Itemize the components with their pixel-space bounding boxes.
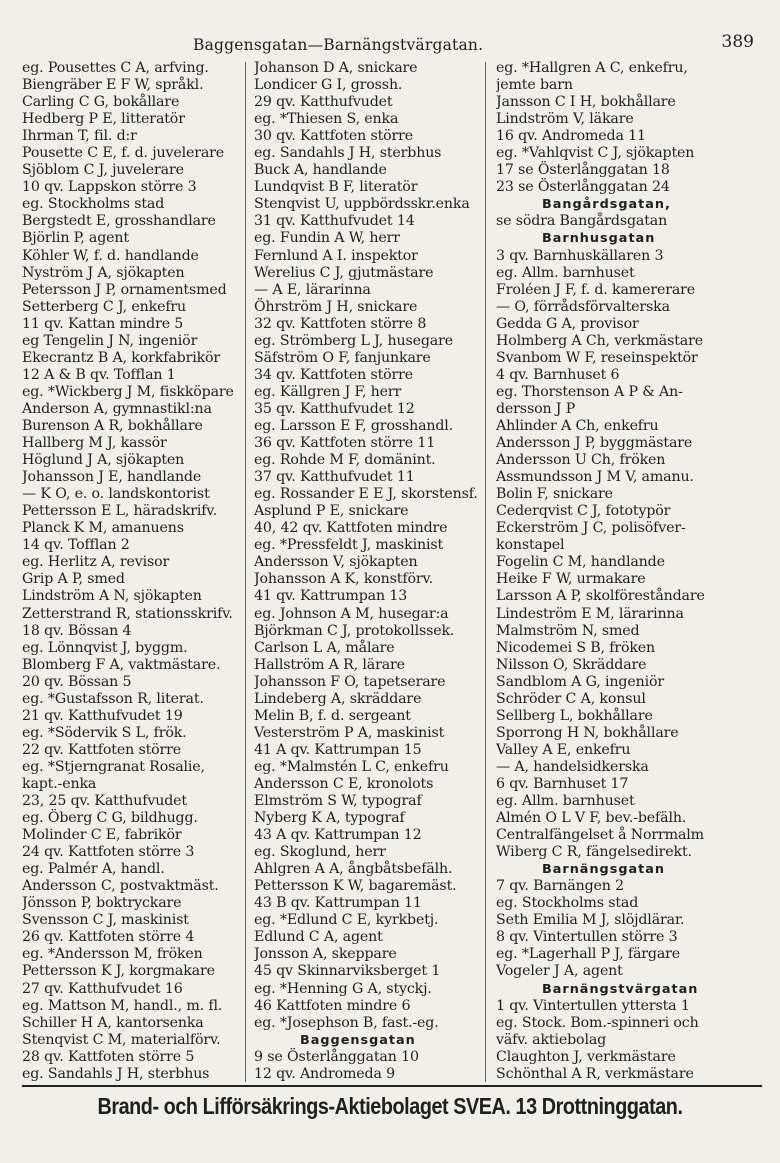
directory-entry: Björkman C J, protokollssek.	[254, 622, 455, 639]
directory-entry: eg. Thorstenson A P & An-	[496, 383, 683, 400]
directory-entry: Andersson C E, kronolots	[254, 775, 434, 792]
directory-entry: Biengräber E F W, språkl.	[22, 77, 204, 94]
directory-entry: 28 qv. Kattfoten större 5	[22, 1048, 195, 1065]
directory-entry: 46 Kattfoten mindre 6	[254, 997, 411, 1014]
directory-entry: väfv. aktiebolag	[496, 1031, 607, 1048]
street-heading: Barnhusgatan	[542, 231, 656, 247]
directory-entry: Jönsson P, boktryckare	[22, 895, 182, 912]
directory-entry: Fernlund A I. inspektor	[254, 247, 418, 264]
directory-entry: Larsson A P, skolföreståndare	[496, 588, 705, 605]
directory-entry: Pettersson K J, korgmakare	[22, 963, 215, 980]
page-number: 389	[721, 32, 754, 52]
directory-entry: 41 A qv. Kattrumpan 15	[254, 741, 422, 758]
directory-entry: 17 se Österlånggatan 18	[496, 162, 670, 179]
directory-entry: 4 qv. Barnhuset 6	[496, 366, 620, 383]
column-middle	[254, 60, 486, 1082]
street-heading: Baggensgatan	[300, 1032, 416, 1048]
directory-entry: Burenson A R, bokhållare	[22, 417, 203, 434]
directory-entry: eg. *Pressfeldt J, maskinist	[254, 537, 444, 554]
directory-entry: Setterberg C J, enkefru	[22, 298, 187, 315]
directory-entry: dersson J P	[496, 400, 576, 417]
directory-entry: 45 qv Skinnarviksberget 1	[254, 963, 441, 980]
directory-entry: eg. *Malmstén L C, enkefru	[254, 758, 449, 775]
directory-entry: Köhler W, f. d. handlande	[22, 247, 199, 264]
directory-entry: eg. Stockholms stad	[22, 196, 165, 213]
directory-entry: Pettersson E L, häradskrifv.	[22, 503, 217, 520]
directory-entry: Höglund J A, sjökapten	[22, 452, 185, 469]
directory-entry: Zetterstrand R, stationsskrifv.	[22, 605, 233, 622]
directory-entry: 6 qv. Barnhuset 17	[496, 775, 629, 792]
directory-entry: Schröder C A, konsul	[496, 690, 646, 707]
directory-entry: Lindström A N, sjökapten	[22, 588, 202, 605]
directory-entry: eg. *Lagerhall P J, färgare	[496, 946, 681, 963]
directory-entry: 41 qv. Kattrumpan 13	[254, 588, 408, 605]
directory-entry: eg. Pousettes C A, arfving.	[22, 60, 209, 76]
directory-entry: Nyström J A, sjökapten	[22, 264, 185, 281]
directory-entry: 32 qv. Kattfoten större 8	[254, 315, 427, 332]
directory-entry: eg. Skoglund, herr	[254, 844, 386, 861]
directory-entry: 7 qv. Barnängen 2	[496, 878, 624, 895]
directory-entry: Eckerström J C, polisöfver-	[496, 520, 686, 537]
column-right	[496, 60, 764, 1082]
directory-entry: Molinder C E, fabrikör	[22, 827, 182, 844]
directory-entry: 12 A & B qv. Tofflan 1	[22, 366, 176, 383]
directory-entry: 8 qv. Vintertullen större 3	[496, 929, 678, 946]
directory-entry: 43 B qv. Kattrumpan 11	[254, 895, 422, 912]
directory-entry: Öhrström J H, snickare	[254, 298, 418, 315]
directory-entry: 31 qv. Katthufvudet 14	[254, 213, 415, 230]
directory-entry: Lindström V, läkare	[496, 111, 634, 128]
directory-entry: 22 qv. Kattfoten större	[22, 741, 182, 758]
directory-entry: Svanbom W F, reseinspektör	[496, 349, 698, 366]
directory-entry: Claughton J, verkmästare	[496, 1048, 676, 1065]
directory-entry: 27 qv. Katthufvudet 16	[22, 980, 183, 997]
directory-entry: Johanson D A, snickare	[254, 60, 418, 76]
directory-entry: eg. Källgren J F, herr	[254, 383, 402, 400]
directory-entry: eg. *Thiesen S, enka	[254, 111, 399, 128]
directory-entry: 14 qv. Tofflan 2	[22, 537, 130, 554]
directory-entry: Bolin F, snickare	[496, 486, 613, 503]
directory-entry: 9 se Österlånggatan 10	[254, 1048, 419, 1065]
directory-entry: Jansson C I H, bokhållare	[496, 94, 676, 111]
directory-entry: 43 A qv. Kattrumpan 12	[254, 827, 422, 844]
directory-entry: 26 qv. Kattfoten större 4	[22, 929, 195, 946]
directory-entry: — O, förrådsförvalterska	[496, 298, 670, 315]
directory-entry: Fogelin C M, handlande	[496, 554, 665, 571]
directory-entry: 30 qv. Kattfoten större	[254, 128, 414, 145]
directory-entry: Sellberg L, bokhållare	[496, 707, 653, 724]
directory-entry: jemte barn	[496, 77, 573, 94]
directory-entry: Wiberg C R, fängelsedirekt.	[496, 844, 692, 861]
directory-entry: eg. Rohde M F, domänint.	[254, 452, 436, 469]
directory-entry: Johansson J E, handlande	[22, 469, 202, 486]
directory-entry: 12 qv. Andromeda 9	[254, 1065, 396, 1082]
directory-entry: eg Tengelin J N, ingeniör	[22, 332, 198, 349]
directory-entry: kapt.-enka	[22, 775, 97, 792]
directory-entry: Hallström A R, lärare	[254, 656, 405, 673]
directory-entry: 37 qv. Katthufvudet 11	[254, 469, 415, 486]
directory-entry: Froléen J F, f. d. kamererare	[496, 281, 696, 298]
directory-entry: Andersson C, postvaktmäst.	[22, 878, 219, 895]
directory-entry: Vesterström P A, maskinist	[254, 724, 445, 741]
directory-entry: Bergstedt E, grosshandlare	[22, 213, 216, 230]
directory-entry: eg. *Edlund C E, kyrkbetj.	[254, 912, 439, 929]
directory-entry: Hedberg P E, litteratör	[22, 111, 185, 128]
directory-entry: Holmberg A Ch, verkmästare	[496, 332, 703, 349]
directory-entry: 24 qv. Kattfoten större 3	[22, 844, 195, 861]
directory-entry: eg. *Henning G A, styckj.	[254, 980, 432, 997]
directory-entry: Hallberg M J, kassör	[22, 435, 167, 452]
directory-entry: eg. Larsson E F, grosshandl.	[254, 417, 454, 434]
directory-entry: Ekecrantz B A, korkfabrikör	[22, 349, 221, 366]
directory-entry: Andersson U Ch, fröken	[496, 452, 666, 469]
directory-entry: eg. Palmér A, handl.	[22, 861, 165, 878]
directory-entry: Pousette C E, f. d. juvelerare	[22, 145, 225, 162]
advertisement-footer: Brand- och Lifförsäkrings-Aktiebolaget SVEA. 13 Drottninggatan.	[97, 1093, 683, 1119]
directory-entry: Schönthal A R, verkmästare	[496, 1065, 694, 1082]
directory-entry: Säfström O F, fanjunkare	[254, 349, 431, 366]
directory-entry: Blomberg F A, vaktmästare.	[22, 656, 221, 673]
directory-entry: Nyberg K A, typograf	[254, 810, 405, 827]
directory-entry: Lundqvist B F, literatör	[254, 179, 418, 196]
directory-entry: Schiller H A, kantorsenka	[22, 1014, 204, 1031]
directory-entry: eg. Allm. barnhuset	[496, 793, 635, 810]
directory-entry: Carling C G, bokållare	[22, 94, 180, 111]
directory-entry: eg. *Wickberg J M, fiskköpare	[22, 383, 234, 400]
directory-entry: eg. Sandahls J H, sterbhus	[22, 1065, 210, 1082]
directory-entry: Stenqvist U, uppbördsskr.enka	[254, 196, 470, 213]
directory-entry: Valley A E, enkefru	[496, 741, 631, 758]
directory-entry: eg. Johnson A M, husegar:a	[254, 605, 449, 622]
directory-entry: Werelius C J, gjutmästare	[254, 264, 434, 281]
directory-entry: Petersson J P, ornamentsmed	[22, 281, 227, 298]
directory-entry: Malmström N, smed	[496, 622, 640, 639]
directory-entry: eg. Sandahls J H, sterbhus	[254, 145, 442, 162]
directory-entry: eg. Rossander E E J, skorstensf.	[254, 486, 478, 503]
directory-entry: Ahlinder A Ch, enkefru	[496, 417, 659, 434]
directory-entry: Ahlgren A A, ångbåtsbefälh.	[254, 861, 453, 878]
directory-entry: Sporrong H N, bokhållare	[496, 724, 679, 741]
directory-entry: 10 qv. Lappskon större 3	[22, 179, 197, 196]
directory-entry: Elmström S W, typograf	[254, 793, 422, 810]
directory-entry: 1 qv. Vintertullen yttersta 1	[496, 997, 690, 1014]
directory-entry: Gedda G A, provisor	[496, 315, 639, 332]
directory-entry: eg. Strömberg L J, husegare	[254, 332, 453, 349]
directory-entry: Lindeström E M, lärarinna	[496, 605, 684, 622]
directory-entry: Sjöblom C J, juvelerare	[22, 162, 184, 179]
directory-entry: Edlund C A, agent	[254, 929, 383, 946]
directory-entry: Ihrman T, fil. d:r	[22, 128, 137, 145]
directory-entry: eg. Herlitz A, revisor	[22, 554, 170, 571]
directory-entry: Sandblom A G, ingeniör	[496, 673, 664, 690]
directory-entry: — A, handelsidkerska	[496, 758, 649, 775]
directory-entry: eg. *Vahlqvist C J, sjökapten	[496, 145, 695, 162]
directory-entry: konstapel	[496, 537, 565, 554]
directory-entry: Stenqvist C M, materialförv.	[22, 1031, 221, 1048]
directory-entry: eg. *Södervik S L, frök.	[22, 724, 187, 741]
directory-entry: Almén O L V F, bev.-befälh.	[496, 810, 687, 827]
directory-entry: Nicodemei S B, fröken	[496, 639, 656, 656]
directory-entry: 16 qv. Andromeda 11	[496, 128, 646, 145]
directory-entry: 35 qv. Katthufvudet 12	[254, 400, 415, 417]
directory-entry: eg. Lönnqvist J, byggm.	[22, 639, 188, 656]
directory-entry: 20 qv. Bössan 5	[22, 673, 132, 690]
directory-entry: — A E, lärarinna	[254, 281, 371, 298]
directory-entry: eg. Stockholms stad	[496, 895, 639, 912]
directory-entry: Johansson A K, konstförv.	[254, 571, 434, 588]
directory-entry: 21 qv. Katthufvudet 19	[22, 707, 183, 724]
directory-entry: Londicer G I, grossh.	[254, 77, 403, 94]
street-heading: Bangårdsgatan,	[542, 197, 671, 213]
directory-entry: Andersson V, sjökapten	[254, 554, 418, 571]
directory-entry: Seth Emilia M J, slöjdlärar.	[496, 912, 685, 929]
directory-entry: Lindeberg A, skräddare	[254, 690, 422, 707]
directory-entry: 23, 25 qv. Katthufvudet	[22, 793, 187, 810]
directory-entry: Planck K M, amanuens	[22, 520, 184, 537]
directory-entry: Jonsson A, skeppare	[254, 946, 397, 963]
directory-entry: Svensson C J, maskinist	[22, 912, 189, 929]
directory-entry: eg. Stock. Bom.-spinneri och	[496, 1014, 699, 1031]
directory-entry: Heike F W, urmakare	[496, 571, 646, 588]
column-left	[22, 60, 242, 1082]
directory-entry: Buck A, handlande	[254, 162, 387, 179]
footer-rule	[22, 1085, 762, 1087]
directory-entry: eg. Mattson M, handl., m. fl.	[22, 997, 223, 1014]
directory-entry: Johansson F O, tapetserare	[254, 673, 446, 690]
directory-entry: — K O, e. o. landskontorist	[22, 486, 210, 503]
directory-entry: eg. Öberg C G, bildhugg.	[22, 810, 198, 827]
directory-entry: 3 qv. Barnhuskällaren 3	[496, 247, 664, 264]
directory-entry: 11 qv. Kattan mindre 5	[22, 315, 184, 332]
directory-entry: eg. *Josephson B, fast.-eg.	[254, 1014, 439, 1031]
directory-entry: Vogeler J A, agent	[496, 963, 623, 980]
directory-entry: Assmundsson J M V, amanu.	[496, 469, 694, 486]
directory-entry: 40, 42 qv. Kattfoten mindre	[254, 520, 448, 537]
directory-entry: Asplund P E, snickare	[254, 503, 409, 520]
street-heading: Barnängsgatan	[542, 862, 665, 878]
directory-entry: Grip A P, smed	[22, 571, 125, 588]
directory-entry: eg. Allm. barnhuset	[496, 264, 635, 281]
directory-entry: 23 se Österlånggatan 24	[496, 179, 670, 196]
directory-entry: Carlson L A, målare	[254, 639, 395, 656]
page-header	[0, 32, 780, 58]
directory-entry: eg. Fundin A W, herr	[254, 230, 400, 247]
running-title: Baggensgatan—Barnängstvärgatan.	[193, 36, 484, 54]
directory-entry: Cederqvist C J, fototypör	[496, 503, 671, 520]
directory-entry: Pettersson K W, bagaremäst.	[254, 878, 457, 895]
directory-entry: Andersson J P, byggmästare	[496, 435, 693, 452]
directory-entry: 29 qv. Katthufvudet	[254, 94, 393, 111]
directory-entry: eg. *Hallgren A C, enkefru,	[496, 60, 688, 76]
directory-entry: se södra Bangårdsgatan	[496, 213, 668, 230]
directory-entry: Centralfängelset å Norrmalm	[496, 827, 704, 844]
directory-entry: Anderson A, gymnastikl:na	[22, 400, 212, 417]
directory-entry: 36 qv. Kattfoten större 11	[254, 435, 436, 452]
directory-entry: eg. *Andersson M, fröken	[22, 946, 203, 963]
directory-entry: Nilsson O, Skräddare	[496, 656, 647, 673]
directory-entry: eg. *Stjerngranat Rosalie,	[22, 758, 205, 775]
directory-entry: eg. *Gustafsson R, literat.	[22, 690, 204, 707]
street-heading: Barnängstvärgatan	[542, 981, 699, 997]
directory-entry: Björlin P, agent	[22, 230, 129, 247]
directory-columns	[22, 60, 762, 1082]
directory-entry: 34 qv. Kattfoten större	[254, 366, 414, 383]
directory-entry: 18 qv. Bössan 4	[22, 622, 132, 639]
directory-entry: Melin B, f. d. sergeant	[254, 707, 411, 724]
